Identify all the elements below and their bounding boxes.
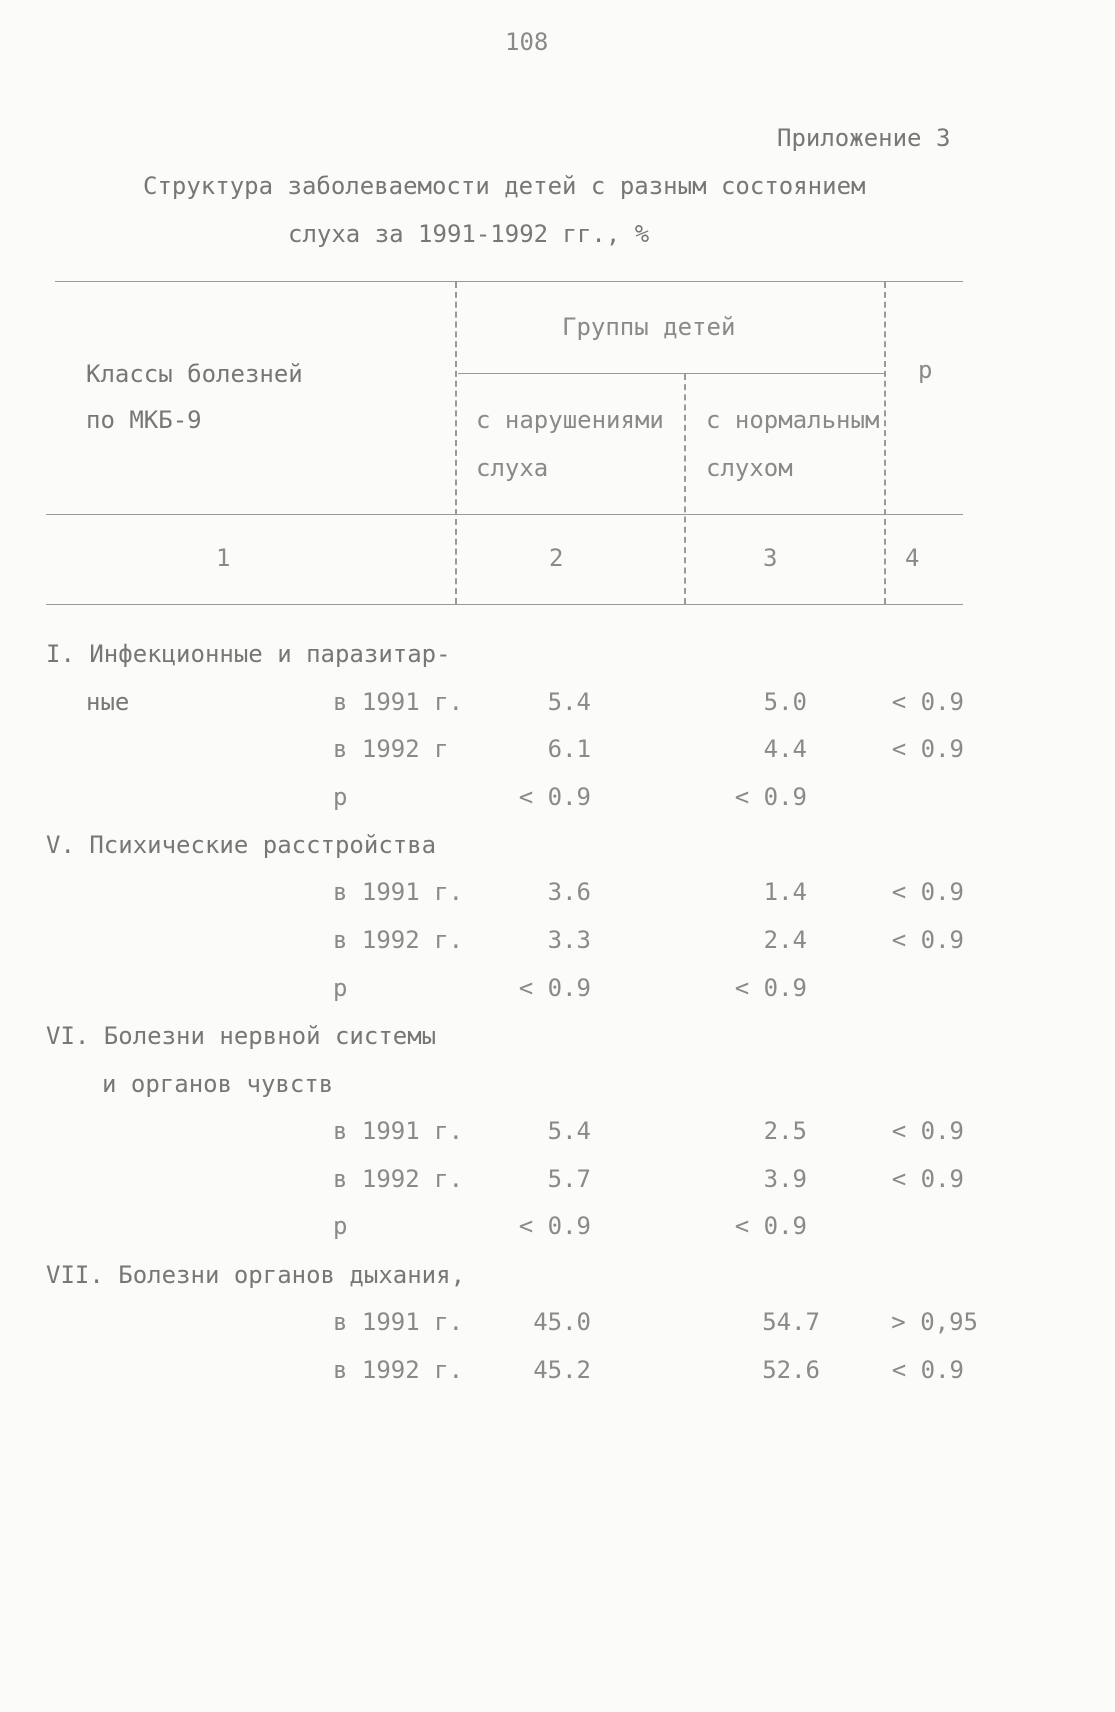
header-vline-3 <box>884 282 886 604</box>
cell-col2: 3.6 <box>547 878 591 906</box>
header-num-1: 1 <box>216 544 231 572</box>
cell-col3: 1.4 <box>763 878 807 906</box>
header-col2-line2: слуха <box>476 454 549 482</box>
cell-col2: 5.4 <box>547 688 591 716</box>
section-title: ные <box>86 688 130 716</box>
cell-col3: < 0.9 <box>734 1212 807 1240</box>
row-label: p <box>333 974 348 1002</box>
cell-col2: 5.7 <box>547 1165 591 1193</box>
cell-col3: < 0.9 <box>734 783 807 811</box>
row-label: в 1992 г. <box>333 1356 464 1384</box>
header-col2-line1: с нарушениями <box>476 406 664 434</box>
row-label: p <box>333 1212 348 1240</box>
row-label: в 1992 г. <box>333 926 464 954</box>
section-title: и органов чувств <box>102 1070 334 1098</box>
cell-col4: < 0.9 <box>891 926 964 954</box>
cell-col2: 5.4 <box>547 1117 591 1145</box>
header-col3-line2: слухом <box>706 454 793 482</box>
cell-col4: < 0.9 <box>891 735 964 763</box>
row-label: в 1991 г. <box>333 878 464 906</box>
cell-col4: < 0.9 <box>891 1356 964 1384</box>
table-title-line2: слуха за 1991-1992 гг., % <box>288 220 650 248</box>
cell-col4: < 0.9 <box>891 1165 964 1193</box>
cell-col4: < 0.9 <box>891 878 964 906</box>
cell-col2: < 0.9 <box>518 783 591 811</box>
appendix-label: Приложение 3 <box>777 124 951 152</box>
cell-col2: 6.1 <box>547 735 591 763</box>
row-label: в 1992 г <box>333 735 449 763</box>
cell-col2: 3.3 <box>547 926 591 954</box>
section-title: I. Инфекционные и паразитар- <box>46 640 451 668</box>
page-number: 108 <box>505 28 549 56</box>
cell-col2: < 0.9 <box>518 974 591 1002</box>
cell-col4: < 0.9 <box>891 1117 964 1145</box>
cell-col3: 4.4 <box>763 735 807 763</box>
cell-col4: > 0,95 <box>891 1308 978 1336</box>
row-label: p <box>333 783 348 811</box>
cell-col3: 3.9 <box>763 1165 807 1193</box>
cell-col3: 2.4 <box>763 926 807 954</box>
header-bottom-rule <box>46 514 963 515</box>
header-col4: p <box>918 356 933 384</box>
header-num-3: 3 <box>763 544 778 572</box>
group-divider-rule <box>458 373 884 374</box>
header-col3-line1: с нормальным <box>706 406 880 434</box>
cell-col2: < 0.9 <box>518 1212 591 1240</box>
number-row-bottom-rule <box>46 604 963 605</box>
header-num-2: 2 <box>549 544 564 572</box>
row-label: в 1991 г. <box>333 688 464 716</box>
header-num-4: 4 <box>905 544 920 572</box>
cell-col3: 52.6 <box>762 1356 820 1384</box>
row-label: в 1991 г. <box>333 1308 464 1336</box>
cell-col3: 54.7 <box>762 1308 820 1336</box>
cell-col3: 2.5 <box>763 1117 807 1145</box>
table-top-rule <box>55 281 963 282</box>
section-title: VI. Болезни нервной системы <box>46 1022 437 1050</box>
cell-col3: < 0.9 <box>734 974 807 1002</box>
cell-col2: 45.0 <box>533 1308 591 1336</box>
row-label: в 1992 г. <box>333 1165 464 1193</box>
section-title: VII. Болезни органов дыхания, <box>46 1261 466 1289</box>
row-label: в 1991 г. <box>333 1117 464 1145</box>
section-title: V. Психические расстройства <box>46 831 437 859</box>
cell-col4: < 0.9 <box>891 688 964 716</box>
header-vline-2 <box>684 374 686 604</box>
header-group: Группы детей <box>562 313 736 341</box>
header-col1-line2: по МКБ-9 <box>86 406 202 434</box>
cell-col3: 5.0 <box>763 688 807 716</box>
table-title-line1: Структура заболеваемости детей с разным состоянием <box>143 172 866 200</box>
cell-col2: 45.2 <box>533 1356 591 1384</box>
header-vline-1 <box>455 282 457 604</box>
header-col1-line1: Классы болезней <box>86 360 303 388</box>
